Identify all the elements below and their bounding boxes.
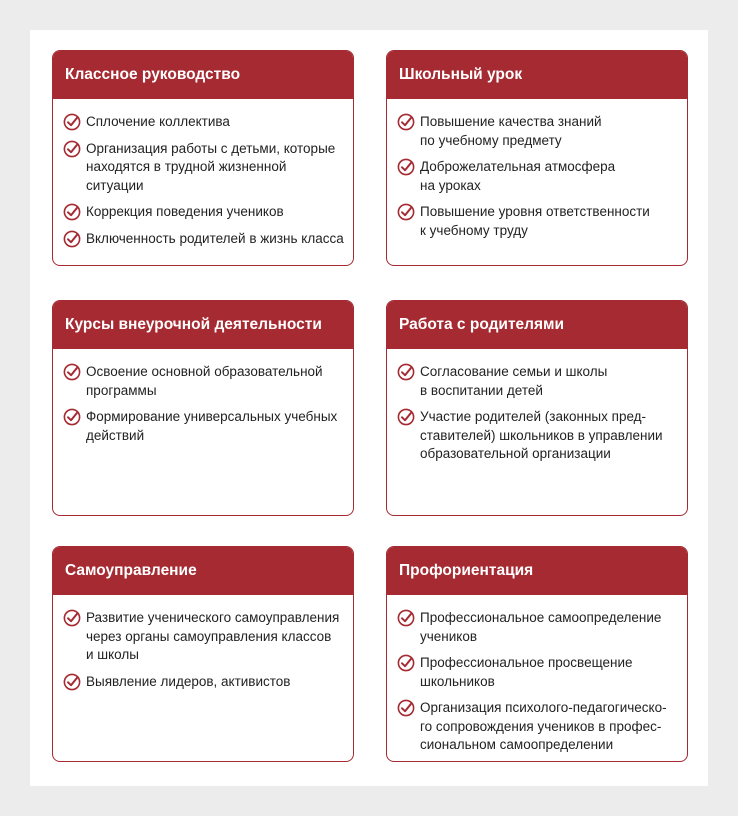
card-list	[387, 595, 687, 755]
list-item-text: Организация работы с детьми, которые находятся в трудной жизненной ситуации	[86, 140, 336, 193]
check-circle-icon	[63, 609, 81, 627]
diagram-page	[30, 30, 708, 786]
list-item-text: Сплочение коллектива	[86, 114, 230, 129]
list-item	[63, 673, 345, 692]
card-extracurricular-courses	[52, 300, 354, 516]
card-title: Работа с родителями	[387, 301, 687, 349]
list-item	[63, 140, 345, 196]
list-item-text: Формирование универсальных учебных действий	[86, 409, 338, 443]
check-circle-icon	[397, 113, 415, 131]
check-circle-icon	[63, 408, 81, 426]
check-circle-icon	[63, 673, 81, 691]
card-parents-work	[386, 300, 688, 516]
card-title: Курсы внеурочной деятельности	[53, 301, 353, 349]
list-item-text: Повышение качества знаний по учебному предмету	[420, 114, 602, 148]
list-item	[397, 203, 679, 240]
list-item-text: Профессиональное просвещение школьников	[420, 655, 633, 689]
list-item-text: Освоение основной образовательной программы	[86, 364, 323, 398]
card-list	[53, 349, 353, 445]
check-circle-icon	[63, 203, 81, 221]
list-item-text: Коррекция поведения учеников	[86, 204, 284, 219]
check-circle-icon	[397, 158, 415, 176]
card-self-government	[52, 546, 354, 762]
list-item	[397, 363, 679, 400]
card-title: Школьный урок	[387, 51, 687, 99]
check-circle-icon	[63, 363, 81, 381]
card-title: Классное руководство	[53, 51, 353, 99]
check-circle-icon	[397, 203, 415, 221]
card-career-guidance	[386, 546, 688, 762]
card-list	[387, 99, 687, 240]
list-item	[63, 363, 345, 400]
card-title: Самоуправление	[53, 547, 353, 595]
list-item	[397, 158, 679, 195]
check-circle-icon	[397, 699, 415, 717]
list-item	[397, 113, 679, 150]
check-circle-icon	[397, 408, 415, 426]
card-title: Профориентация	[387, 547, 687, 595]
check-circle-icon	[63, 113, 81, 131]
list-item	[63, 230, 345, 249]
list-item-text: Повышение уровня ответственности к учебному труду	[420, 204, 650, 238]
list-item-text: Согласование семьи и школы в воспитании детей	[420, 364, 608, 398]
check-circle-icon	[63, 140, 81, 158]
card-list	[53, 99, 353, 248]
list-item-text: Участие родителей (законных пред- ставителей) школьников в управлении образовательной организации	[420, 409, 663, 461]
list-item	[397, 609, 679, 646]
card-class-guidance	[52, 50, 354, 266]
list-item	[397, 408, 679, 464]
list-item	[63, 609, 345, 665]
list-item	[397, 699, 679, 755]
list-item-text: Включенность родителей в жизнь класса	[86, 230, 344, 246]
list-item-text: Профессиональное самоопределение учеников	[420, 610, 662, 644]
list-item-text: Доброжелательная атмосфера на уроках	[420, 159, 616, 193]
check-circle-icon	[397, 609, 415, 627]
check-circle-icon	[397, 654, 415, 672]
list-item	[63, 203, 345, 222]
list-item-text: Выявление лидеров, активистов	[86, 673, 291, 689]
list-item	[63, 113, 345, 132]
list-item	[397, 654, 679, 691]
list-item-text: Развитие ученического самоуправления через органы самоуправления классов и школы	[86, 610, 340, 662]
list-item	[63, 408, 345, 445]
check-circle-icon	[63, 230, 81, 248]
card-list	[53, 595, 353, 691]
card-list	[387, 349, 687, 464]
list-item-text: Организация психолого-педагогическо- го сопровождения учеников в профес- сиональном самоопределении	[420, 700, 667, 752]
card-school-lesson	[386, 50, 688, 266]
check-circle-icon	[397, 363, 415, 381]
